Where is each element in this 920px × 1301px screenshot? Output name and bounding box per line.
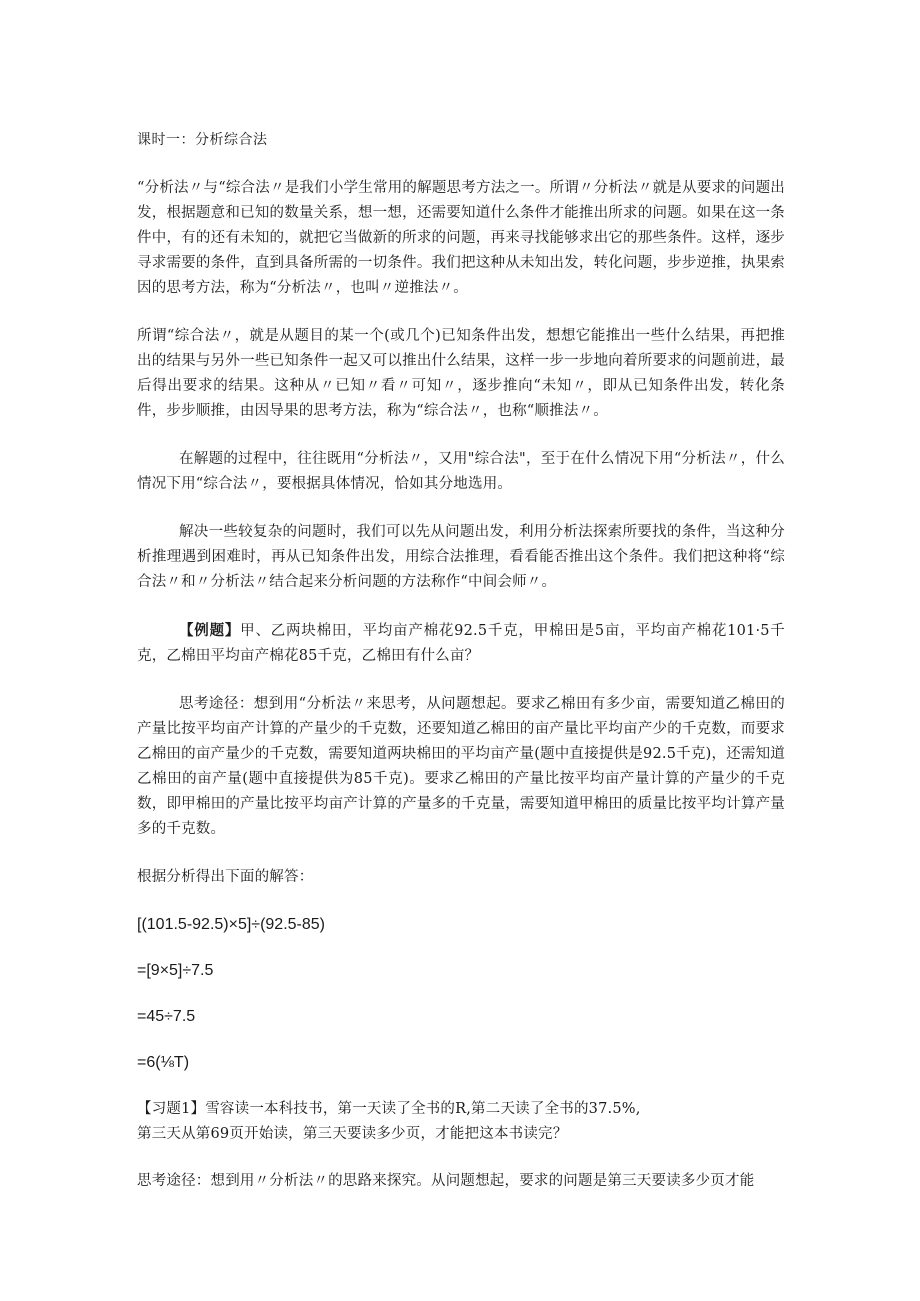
exercise-label: 【习题1】	[137, 1101, 206, 1117]
formula-line: =45÷7.5	[137, 1008, 196, 1025]
answer-intro: 根据分析得出下面的解答：	[137, 869, 314, 885]
paragraph-synthesis-method: 所谓“综合法〃，就是从题目的某一个(或几个)已知条件出发，想想它能推出一些什么结果，再把推出的结果与另外一些已知条件一起又可以推出什么结果，这样一步一步地向着所要求的问题前进，最后得出要求的结果。这种从〃已知〃看〃可知〃，逐步推向“未知〃，即从已知条件出发，转化条件，步步顺推，由因导果的思考方法，称为“综合法〃，也称“顺推法〃。	[137, 328, 785, 419]
lesson-title: 课时一：分析综合法	[137, 132, 268, 148]
paragraph-analysis-method: “分析法〃与“综合法〃是我们小学生常用的解题思考方法之一。所谓〃分析法〃就是从要求的问题出发，根据题意和已知的数量关系，想一想，还需要知道什么条件才能推出所求的问题。如果在这一条件中，有的还有未知的，就把它当做新的所求的问题，再来寻找能够求出它的那些条件。这样，逐步寻求需要的条件，直到具备所需的一切条件。我们把这种从未知出发，转化问题，步步逆推，执果索因的思考方法，称为“分析法〃，也叫〃逆推法〃。	[137, 180, 785, 296]
example-text: 甲、乙两块棉田，平均亩产棉花92.5千克，甲棉田是5亩，平均亩产棉花101·5千克，乙棉田平均亩产棉花85千克，乙棉田有什么亩？	[137, 623, 785, 664]
formula-line: =6(⅛T)	[137, 1054, 190, 1071]
example-problem	[137, 618, 785, 669]
formula-line: =[9×5]÷7.5	[137, 962, 214, 979]
exercise-problem	[137, 1097, 785, 1147]
thinking-path-2: 思考途径：想到用〃分析法〃的思路来探究。从问题想起，要求的问题是第三天要读多少页才能	[137, 1173, 755, 1189]
paragraph-choosing-method: 在解题的过程中，往往既用“分析法〃，又用"综合法"，至于在什么情况下用“分析法〃，什么情况下用“综合法〃，要根据具体情况，恰如其分地选用。	[137, 451, 785, 492]
paragraph-meeting-in-middle: 解决一些较复杂的问题时，我们可以先从问题出发，利用分析法探索所要找的条件，当这种分析推理遇到困难时，再从已知条件出发，用综合法推理，看看能否推出这个条件。我们把这种将“综合法〃和〃分析法〃结合起来分析问题的方法称作“中间会师〃。	[137, 524, 785, 590]
thinking-path: 思考途径：想到用“分析法〃来思考，从问题想起。要求乙棉田有多少亩，需要知道乙棉田的产量比按平均亩产计算的产量少的千克数，还要知道乙棉田的亩产量比平均亩产少的千克数，而要求乙棉田的亩产量少的千克数，需要知道两块棉田的平均亩产量(题中直接提供是92.5千克)，还需知道乙棉田的亩产量(题中直接提供为85千克)。要求乙棉田的产量比按平均亩产量计算的产量少的千克数，即甲棉田的产量比按平均亩产计算的产量多的千克量，需要知道甲棉田的质量比按平均计算产量多的千克数。	[137, 696, 785, 837]
exercise-line-2: 第三天从第69页开始读，第三天要读多少页，才能把这本书读完？	[137, 1126, 568, 1142]
document-page	[137, 128, 785, 1217]
example-label: 【例题】	[179, 622, 241, 639]
formula-line: [(101.5-92.5)×5]÷(92.5-85)	[137, 916, 325, 933]
exercise-line-1: 雪容读一本科技书，第一天读了全书的R,第二天读了全书的37.5%,	[205, 1101, 641, 1117]
